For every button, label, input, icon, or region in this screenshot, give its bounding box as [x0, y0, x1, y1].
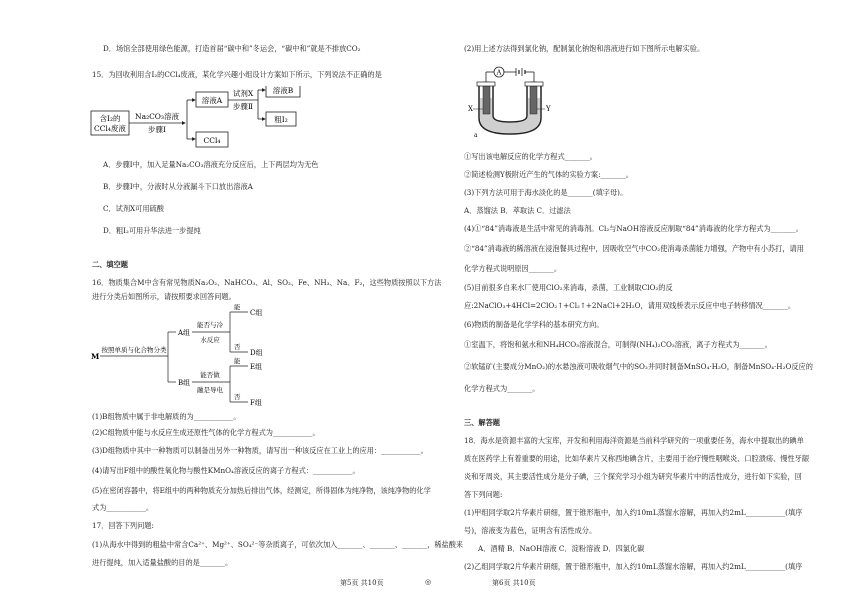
r-line-10: (6)物质的制备是化学学科的基本研究方向。 — [464, 320, 604, 329]
q18-line-1: 18．海水是资源丰富的大宝库，开发和利用海洋资源是当前科学研究的一项重要任务，海水中提取出的碘单 — [464, 436, 804, 445]
c-group: C组 — [250, 309, 263, 317]
r-line-13: 化学方程式为_______。 — [464, 384, 540, 393]
page-number-right: 第6页 共10页 — [492, 579, 536, 587]
q17-sub1-line2: 进行提纯，加入适量盐酸的目的是_______。 — [92, 558, 233, 567]
d-group: D组 — [250, 349, 263, 357]
electrolysis-apparatus — [464, 58, 554, 140]
q15-option-c: C．试剂X可用硫酸 — [103, 204, 164, 213]
q15-option-a: A．步骤Ⅰ中，加入足量Na₂CO₃溶液充分反应后，上下两层均为无色 — [103, 160, 319, 169]
q16-sub1: (1)B组物质中属于非电解质的为___________。 — [92, 412, 241, 421]
q16-classification-tree — [88, 304, 288, 408]
q16-sub5-line1: (5)在密闭容器中，将E组中的两种物质充分加热后排出气体，经测定，所得固体为纯净物，该纯净物的化学 — [92, 486, 431, 495]
yes-2: 能 — [234, 357, 241, 365]
q18-line-6: 号)，溶液变为蓝色，证明含有活性成分。 — [464, 526, 597, 535]
label-a: a — [474, 132, 478, 139]
a-criterion-1: 能否与冷 — [197, 321, 223, 329]
q17-sub1-line1: (1)从海水中得到的粗盐中常含Ca²⁺、Mg²⁺、SO₄²⁻等杂质离子，可依次加入_______、_______、_______，稀盐酸来 — [92, 540, 464, 549]
section2-title: 二、填空题 — [92, 260, 128, 269]
yes-1: 能 — [234, 304, 241, 311]
r-line-8: (5)目前很多自来水厂使用ClO₂来消毒，杀菌，工业制取ClO₂的反 — [464, 283, 673, 292]
reagent-x: 试剂X — [232, 89, 254, 98]
ammeter-label: A — [496, 68, 502, 77]
page-number-left: 第5页 共10页 — [340, 579, 384, 587]
b-criterion-2: 融是导电 — [197, 386, 223, 394]
q18-line-5: (1)甲组同学取2片华素片研细，置于锥形瓶中，加入约10mL蒸馏水溶解，再加入约2mL___________(填序 — [464, 508, 803, 517]
q16-sub4: (4)请写出F组中的酸性氧化物与酸性KMnO₄溶液反应的离子方程式：___________。 — [92, 466, 360, 475]
start-line1: 含I₂的 — [99, 114, 121, 123]
label-x: X — [468, 105, 473, 113]
q18-line-7: A．酒精 B．NaOH溶液 C．淀粉溶液 D．四氯化碳 — [478, 544, 645, 553]
no-2: 否 — [234, 393, 241, 401]
section3-title: 三、解答题 — [464, 418, 500, 427]
electrode-y — [530, 82, 537, 114]
f-group: F组 — [250, 399, 262, 407]
tree-root: M — [91, 352, 100, 361]
a-criterion-2: 水反应 — [200, 336, 220, 344]
r-line-7: 化学方程式说明原因_______。 — [464, 264, 562, 273]
r-line-12: ②软锰矿(主要成分MnO₂)的水悬浊液可吸收烟气中的SO₂并同时制备MnSO₄·H₂O，制备MnSO₄·H₂O反应的 — [464, 362, 813, 371]
solution-a: 溶液A — [201, 96, 223, 105]
r-line-11: ①室温下，将饱和氨水和NH₄HCO₃溶液混合，可制得(NH₄)₂CO₃溶液，离子方程式为_______。 — [464, 340, 772, 349]
no-1: 否 — [234, 343, 241, 351]
label-y: Y — [546, 105, 551, 113]
q16-sub2: (2)C组物质中能与水反应生成还原性气体的化学方程式为___________。 — [92, 428, 320, 437]
r-line-6: ②“84”消毒液的稀溶液在浸泡餐具过程中，因吸收空气中CO₂使消毒杀菌能力增强，产物中有小苏打，请用 — [464, 244, 804, 253]
q18-line-8: (2)乙组同学取2片华素片研细，置于锥形瓶中，加入约10mL蒸馏水溶解，再加入约2mL___________(填序 — [464, 562, 803, 571]
q18-line-3: 炎和牙周炎，其主要活性成分是分子碘，三个探究学习小组为研究华素片中的活性成分，进行如下实验，回 — [464, 472, 802, 481]
r-line-2: ②简述检测Y极附近产生的气体的实验方案:_______。 — [464, 170, 633, 179]
q15-stem: 15．为回收利用含I₂的CCl₄废液，某化学兴趣小组设计方案如下所示，下列说法不正确的是 — [92, 70, 382, 79]
q17-sub2-intro: (2)用上述方法得到氯化钠，配制氯化钠饱和溶液进行如下图所示电解实验。 — [464, 44, 705, 53]
q15-flow-diagram — [88, 86, 308, 150]
q16-stem-line1: 16．物质集合M中含有常见物质Na₂O₂、NaHCO₃、Al、SO₂、Fe、NH₃、Na、F₂，这些物质按照以下方法 — [92, 278, 442, 287]
b-group: B组 — [178, 379, 191, 387]
q16-sub3: (3)D组物质中其中一种物质可以制备出另外一种物质，请写出一种该反应在工业上的应用：___________。 — [92, 446, 428, 455]
ccl4-label: CCl₄ — [203, 136, 221, 145]
q18-line-4: 答下列问题: — [464, 490, 503, 499]
b-criterion-1: 能否做 — [200, 371, 220, 379]
q17-stem: 17．回答下列问题: — [92, 521, 154, 530]
a-group: A组 — [178, 329, 191, 337]
r-line-9: 应:2NaClO₃+4HCl=2ClO₂↑+Cl₂↑+2NaCl+2H₂O，请用双线桥表示反应中电子转移情况_______。 — [464, 301, 796, 310]
option-d-prev-question: D．场馆全部使用绿色能源，打造首届“碳中和”冬运会，“碳中和”就是不排放CO₂ — [103, 44, 361, 53]
step1-reagent: Na₂CO₃溶液 — [135, 112, 179, 121]
step1-label: 步骤Ⅰ — [148, 125, 166, 134]
r-line-3: (3)下列方法可用于海水淡化的是_______(填字母)。 — [464, 188, 628, 197]
root-edge-label: 按照单质与化合物分类 — [101, 346, 167, 354]
e-group: E组 — [250, 363, 263, 371]
q16-sub5-line2: 式为___________。 — [92, 503, 154, 512]
start-line2: CCl₄废液 — [94, 124, 126, 133]
r-line-5: (4)①“84”消毒液是生活中常见的消毒剂。Cl₂与NaOH溶液反应制取“84”消毒液的化学方程式为_______。 — [464, 224, 803, 233]
electrode-x — [483, 82, 490, 114]
r-line-4: A．蒸馏法 B．萃取法 C．过滤法 — [464, 206, 571, 215]
r-line-1: ①写出该电解反应的化学方程式_______。 — [464, 152, 597, 161]
binding-mark: ◎ — [425, 578, 432, 586]
solution-b: 溶液B — [272, 86, 294, 95]
q16-stem-line2: 进行分类后如图所示，请按照要求回答问题。 — [92, 292, 236, 301]
crude-i2: 粗I₂ — [274, 115, 288, 124]
q15-option-d: D．粗I₂可用升华法进一步提纯 — [103, 226, 201, 235]
q18-line-2: 质在医药学上有着重要的用途，比如华素片又称西地碘含片，主要用于治疗慢性咽喉炎、口腔溃疡、慢性牙龈 — [464, 454, 810, 463]
right-page — [430, 0, 860, 608]
q15-option-b: B．步骤Ⅰ中，分液时从分液漏斗下口放出溶液A — [103, 182, 253, 191]
step2-label: 步骤Ⅱ — [232, 102, 254, 111]
